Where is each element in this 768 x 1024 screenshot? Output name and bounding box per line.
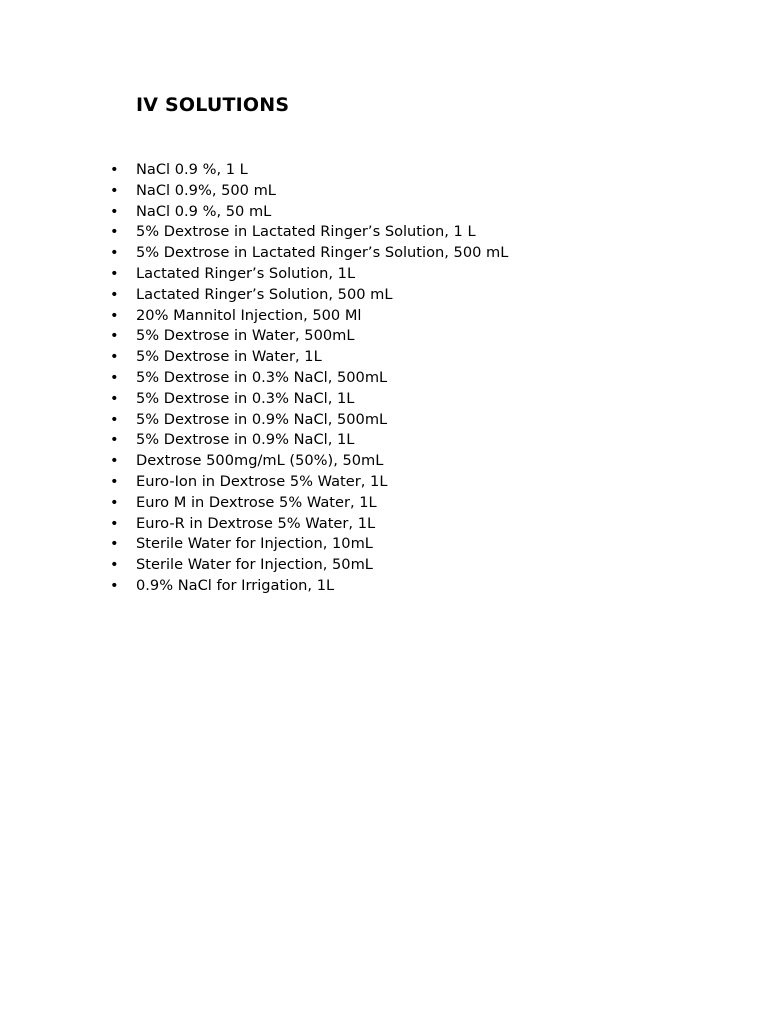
bullet-icon: •	[110, 161, 119, 178]
bullet-icon: •	[110, 285, 119, 303]
list-item-text: 5% Dextrose in Lactated Ringer’s Solution, 500 mL	[136, 244, 509, 262]
list-item-text: Euro-Ion in Dextrose 5% Water, 1L	[136, 472, 388, 490]
list-item-text: Sterile Water for Injection, 50mL	[136, 556, 373, 574]
list-item-text: 5% Dextrose in Water, 1L	[136, 348, 322, 366]
bullet-icon: •	[110, 556, 119, 574]
bullet-icon: •	[110, 223, 119, 241]
bullet-icon: •	[110, 576, 119, 594]
list-item-text: 20% Mannitol Injection, 500 Ml	[136, 306, 362, 324]
list-item-text: NaCl 0.9 %, 50 mL	[136, 202, 272, 220]
list-item-text: Dextrose 500mg/mL (50%), 50mL	[136, 452, 384, 470]
list-item-text: Euro M in Dextrose 5% Water, 1L	[136, 493, 377, 511]
bullet-icon: •	[110, 181, 119, 199]
bullet-icon: •	[110, 327, 119, 345]
bullet-icon: •	[110, 389, 119, 407]
bullet-icon: •	[110, 348, 119, 366]
bullet-icon: •	[110, 514, 119, 532]
bullet-icon: •	[110, 244, 119, 262]
list-item-text: 5% Dextrose in 0.3% NaCl, 1L	[136, 389, 355, 407]
list-item-text: 5% Dextrose in Water, 500mL	[136, 327, 355, 345]
bullet-icon: •	[110, 264, 119, 282]
bullet-icon: •	[110, 306, 119, 324]
bullet-icon: •	[110, 493, 119, 511]
bullet-icon: •	[110, 452, 119, 470]
list-item-text: Sterile Water for Injection, 10mL	[136, 535, 373, 553]
bullet-icon: •	[110, 410, 119, 428]
list-item-text: 0.9% NaCl for Irrigation, 1L	[136, 576, 335, 594]
list-item-text: 5% Dextrose in 0.9% NaCl, 500mL	[136, 410, 388, 428]
list-item-text: Lactated Ringer’s Solution, 1L	[136, 264, 356, 282]
bullet-icon: •	[110, 472, 119, 490]
bullet-icon: •	[110, 535, 119, 553]
list-item-text: Lactated Ringer’s Solution, 500 mL	[136, 285, 393, 303]
list-item-text: NaCl 0.9 %, 1 L	[136, 161, 248, 178]
bullet-icon: •	[110, 202, 119, 220]
list-item-text: Euro-R in Dextrose 5% Water, 1L	[136, 514, 376, 532]
bullet-icon: •	[110, 368, 119, 386]
list-item-text: 5% Dextrose in Lactated Ringer’s Solution, 1 L	[136, 223, 476, 241]
list-item-text: NaCl 0.9%, 500 mL	[136, 181, 276, 199]
list-item-text: 5% Dextrose in 0.3% NaCl, 500mL	[136, 368, 388, 386]
page-title: IV SOLUTIONS	[136, 94, 290, 116]
bullet-icon: •	[110, 431, 119, 449]
list-item-text: 5% Dextrose in 0.9% NaCl, 1L	[136, 431, 355, 449]
